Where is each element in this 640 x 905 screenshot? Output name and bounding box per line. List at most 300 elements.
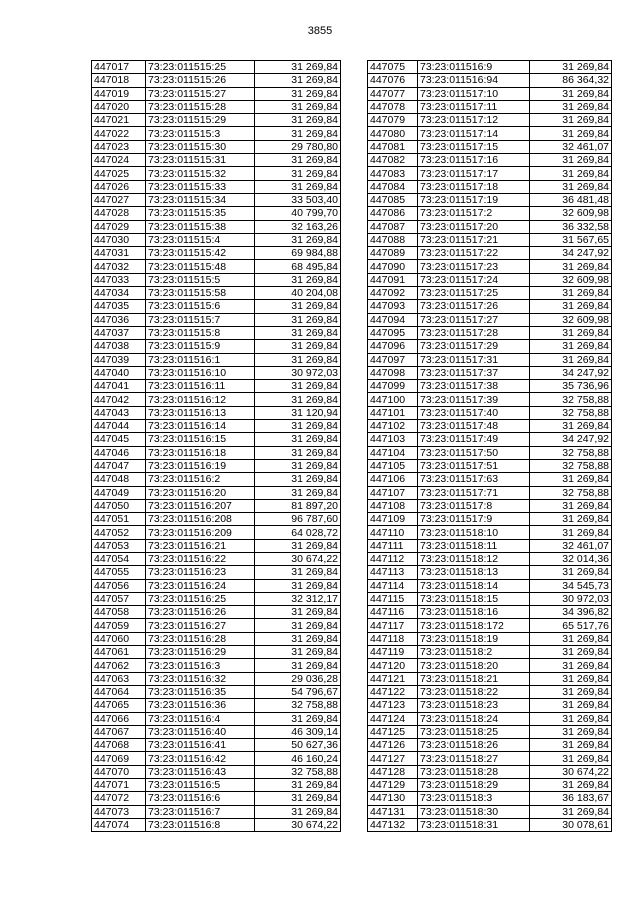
table-row	[92, 193, 341, 206]
table-row	[92, 287, 341, 300]
table-row	[92, 353, 341, 366]
table-row	[92, 725, 341, 738]
table-row	[368, 287, 612, 300]
table-row	[92, 459, 341, 472]
amount: 31 269,84	[255, 420, 341, 433]
cadastral-number: 73:23:011516:18	[146, 446, 255, 459]
table-row	[368, 433, 612, 446]
amount: 32 758,88	[255, 765, 341, 778]
row-number: 447030	[92, 233, 146, 246]
row-number: 447104	[368, 446, 418, 459]
row-number: 447096	[368, 340, 418, 353]
amount: 31 269,84	[530, 180, 612, 193]
amount: 31 269,84	[530, 167, 612, 180]
table-row	[92, 699, 341, 712]
amount: 31 269,84	[255, 380, 341, 393]
row-number: 447046	[92, 446, 146, 459]
row-number: 447025	[92, 167, 146, 180]
row-number: 447082	[368, 154, 418, 167]
cadastral-number: 73:23:011517:16	[418, 154, 530, 167]
amount: 31 269,84	[255, 606, 341, 619]
amount: 64 028,72	[255, 526, 341, 539]
table-row	[368, 74, 612, 87]
row-number: 447119	[368, 646, 418, 659]
row-number: 447084	[368, 180, 418, 193]
table-row	[92, 260, 341, 273]
cadastral-number: 73:23:011516:24	[146, 579, 255, 592]
cadastral-number: 73:23:011516:15	[146, 433, 255, 446]
row-number: 447024	[92, 154, 146, 167]
row-number: 447067	[92, 725, 146, 738]
table-row	[368, 100, 612, 113]
row-number: 447063	[92, 672, 146, 685]
row-number: 447125	[368, 725, 418, 738]
table-row	[92, 606, 341, 619]
row-number: 447093	[368, 300, 418, 313]
cadastral-number: 73:23:011516:208	[146, 513, 255, 526]
amount: 31 269,84	[530, 154, 612, 167]
row-number: 447022	[92, 127, 146, 140]
table-row	[92, 380, 341, 393]
amount: 31 269,84	[255, 632, 341, 645]
table-row	[368, 61, 612, 74]
cadastral-number: 73:23:011518:25	[418, 725, 530, 738]
row-number: 447078	[368, 100, 418, 113]
row-number: 447056	[92, 579, 146, 592]
amount: 31 269,84	[255, 446, 341, 459]
table-row	[368, 180, 612, 193]
amount: 31 269,84	[530, 114, 612, 127]
table-row	[368, 313, 612, 326]
amount: 31 269,84	[255, 233, 341, 246]
row-number: 447108	[368, 499, 418, 512]
row-number: 447110	[368, 526, 418, 539]
amount: 31 269,84	[255, 74, 341, 87]
table-row	[368, 207, 612, 220]
table-row	[368, 539, 612, 552]
row-number: 447042	[92, 393, 146, 406]
table-row	[92, 473, 341, 486]
amount: 32 609,98	[530, 207, 612, 220]
amount: 30 078,61	[530, 818, 612, 831]
cadastral-number: 73:23:011516:209	[146, 526, 255, 539]
amount: 31 269,84	[530, 326, 612, 339]
amount: 31 269,84	[255, 300, 341, 313]
row-number: 447097	[368, 353, 418, 366]
row-number: 447055	[92, 566, 146, 579]
table-row	[368, 380, 612, 393]
amount: 31 269,84	[255, 646, 341, 659]
row-number: 447122	[368, 685, 418, 698]
amount: 81 897,20	[255, 499, 341, 512]
row-number: 447132	[368, 818, 418, 831]
amount: 36 481,48	[530, 193, 612, 206]
table-row	[368, 526, 612, 539]
row-number: 447027	[92, 193, 146, 206]
table-row	[368, 552, 612, 565]
table-row	[368, 739, 612, 752]
table-row	[92, 180, 341, 193]
table-row	[92, 646, 341, 659]
table-row	[368, 366, 612, 379]
table-row	[92, 233, 341, 246]
row-number: 447072	[92, 792, 146, 805]
amount: 69 984,88	[255, 247, 341, 260]
table-row	[92, 420, 341, 433]
row-number: 447038	[92, 340, 146, 353]
table-row	[92, 566, 341, 579]
row-number: 447128	[368, 765, 418, 778]
cadastral-number: 73:23:011516:11	[146, 380, 255, 393]
row-number: 447083	[368, 167, 418, 180]
amount: 31 269,84	[255, 340, 341, 353]
cadastral-number: 73:23:011515:34	[146, 193, 255, 206]
row-number: 447019	[92, 87, 146, 100]
cadastral-number: 73:23:011516:25	[146, 592, 255, 605]
amount: 31 269,84	[255, 180, 341, 193]
row-number: 447114	[368, 579, 418, 592]
amount: 31 269,84	[255, 326, 341, 339]
table-row	[92, 127, 341, 140]
cadastral-number: 73:23:011517:26	[418, 300, 530, 313]
cadastral-number: 73:23:011516:3	[146, 659, 255, 672]
row-number: 447103	[368, 433, 418, 446]
cadastral-number: 73:23:011518:15	[418, 592, 530, 605]
row-number: 447099	[368, 380, 418, 393]
cadastral-number: 73:23:011516:41	[146, 739, 255, 752]
table-row	[368, 805, 612, 818]
row-number: 447131	[368, 805, 418, 818]
amount: 29 780,80	[255, 140, 341, 153]
table-row	[92, 499, 341, 512]
amount: 31 269,84	[530, 473, 612, 486]
table-row	[368, 619, 612, 632]
cadastral-number: 73:23:011515:29	[146, 114, 255, 127]
row-number: 447080	[368, 127, 418, 140]
table-row	[92, 579, 341, 592]
amount: 31 269,84	[255, 566, 341, 579]
amount: 31 269,84	[255, 792, 341, 805]
table-row	[368, 606, 612, 619]
row-number: 447094	[368, 313, 418, 326]
cadastral-number: 73:23:011518:28	[418, 765, 530, 778]
table-row	[92, 366, 341, 379]
row-number: 447071	[92, 779, 146, 792]
table-row	[368, 340, 612, 353]
amount: 31 269,84	[530, 659, 612, 672]
cadastral-number: 73:23:011515:6	[146, 300, 255, 313]
cadastral-number: 73:23:011517:2	[418, 207, 530, 220]
amount: 31 269,84	[255, 619, 341, 632]
table-row	[92, 247, 341, 260]
amount: 31 269,84	[530, 566, 612, 579]
table-row	[92, 685, 341, 698]
table-row	[368, 220, 612, 233]
cadastral-number: 73:23:011517:17	[418, 167, 530, 180]
table-row	[368, 592, 612, 605]
table-row	[92, 765, 341, 778]
amount: 31 269,84	[530, 61, 612, 74]
cadastral-number: 73:23:011516:26	[146, 606, 255, 619]
row-number: 447041	[92, 380, 146, 393]
cadastral-number: 73:23:011516:23	[146, 566, 255, 579]
amount: 31 269,84	[255, 87, 341, 100]
cadastral-number: 73:23:011516:207	[146, 499, 255, 512]
row-number: 447075	[368, 61, 418, 74]
cadastral-number: 73:23:011517:37	[418, 366, 530, 379]
cadastral-number: 73:23:011517:9	[418, 513, 530, 526]
row-number: 447089	[368, 247, 418, 260]
table-row	[92, 167, 341, 180]
amount: 68 495,84	[255, 260, 341, 273]
cadastral-number: 73:23:011516:14	[146, 420, 255, 433]
amount: 31 269,84	[255, 659, 341, 672]
amount: 31 269,84	[530, 712, 612, 725]
cadastral-number: 73:23:011516:28	[146, 632, 255, 645]
table-row	[92, 513, 341, 526]
cadastral-number: 73:23:011516:13	[146, 406, 255, 419]
row-number: 447111	[368, 539, 418, 552]
amount: 31 269,84	[255, 433, 341, 446]
table-row	[368, 127, 612, 140]
cadastral-number: 73:23:011515:25	[146, 61, 255, 74]
amount: 31 269,84	[530, 300, 612, 313]
row-number: 447088	[368, 233, 418, 246]
row-number: 447112	[368, 552, 418, 565]
table-row	[92, 672, 341, 685]
row-number: 447054	[92, 552, 146, 565]
table-row	[368, 300, 612, 313]
row-number: 447081	[368, 140, 418, 153]
table-row	[368, 167, 612, 180]
amount: 31 269,84	[255, 100, 341, 113]
amount: 34 247,92	[530, 366, 612, 379]
row-number: 447047	[92, 459, 146, 472]
cadastral-number: 73:23:011517:20	[418, 220, 530, 233]
table-row	[92, 752, 341, 765]
cadastral-number: 73:23:011517:12	[418, 114, 530, 127]
amount: 32 758,88	[530, 446, 612, 459]
row-number: 447036	[92, 313, 146, 326]
cadastral-number: 73:23:011515:28	[146, 100, 255, 113]
register-table-right	[367, 60, 612, 832]
table-row	[368, 486, 612, 499]
cadastral-number: 73:23:011517:27	[418, 313, 530, 326]
cadastral-number: 73:23:011516:20	[146, 486, 255, 499]
cadastral-number: 73:23:011516:10	[146, 366, 255, 379]
row-number: 447021	[92, 114, 146, 127]
amount: 31 269,84	[530, 672, 612, 685]
table-row	[92, 313, 341, 326]
cadastral-number: 73:23:011518:20	[418, 659, 530, 672]
cadastral-number: 73:23:011517:40	[418, 406, 530, 419]
table-row	[92, 406, 341, 419]
row-number: 447126	[368, 739, 418, 752]
row-number: 447102	[368, 420, 418, 433]
cadastral-number: 73:23:011518:27	[418, 752, 530, 765]
amount: 31 269,84	[530, 739, 612, 752]
row-number: 447069	[92, 752, 146, 765]
amount: 32 014,36	[530, 552, 612, 565]
cadastral-number: 73:23:011515:48	[146, 260, 255, 273]
cadastral-number: 73:23:011518:24	[418, 712, 530, 725]
row-number: 447049	[92, 486, 146, 499]
cadastral-number: 73:23:011516:19	[146, 459, 255, 472]
row-number: 447086	[368, 207, 418, 220]
amount: 32 461,07	[530, 140, 612, 153]
amount: 50 627,36	[255, 739, 341, 752]
cadastral-number: 73:23:011517:14	[418, 127, 530, 140]
row-number: 447121	[368, 672, 418, 685]
table-row	[92, 818, 341, 831]
table-row	[92, 154, 341, 167]
table-row	[92, 326, 341, 339]
amount: 31 269,84	[255, 154, 341, 167]
cadastral-number: 73:23:011518:30	[418, 805, 530, 818]
table-row	[92, 805, 341, 818]
cadastral-number: 73:23:011517:50	[418, 446, 530, 459]
cadastral-number: 73:23:011515:35	[146, 207, 255, 220]
row-number: 447100	[368, 393, 418, 406]
row-number: 447058	[92, 606, 146, 619]
cadastral-number: 73:23:011517:25	[418, 287, 530, 300]
table-row	[368, 420, 612, 433]
table-row	[368, 685, 612, 698]
cadastral-number: 73:23:011515:4	[146, 233, 255, 246]
table-row	[92, 273, 341, 286]
amount: 31 269,84	[530, 100, 612, 113]
row-number: 447118	[368, 632, 418, 645]
table-row	[368, 247, 612, 260]
amount: 34 247,92	[530, 433, 612, 446]
amount: 31 269,84	[255, 114, 341, 127]
cadastral-number: 73:23:011517:21	[418, 233, 530, 246]
row-number: 447040	[92, 366, 146, 379]
table-row	[368, 579, 612, 592]
table-row	[368, 406, 612, 419]
row-number: 447039	[92, 353, 146, 366]
cadastral-number: 73:23:011518:12	[418, 552, 530, 565]
row-number: 447074	[92, 818, 146, 831]
cadastral-number: 73:23:011516:35	[146, 685, 255, 698]
amount: 30 674,22	[255, 552, 341, 565]
row-number: 447105	[368, 459, 418, 472]
cadastral-number: 73:23:011518:172	[418, 619, 530, 632]
table-row	[92, 207, 341, 220]
cadastral-number: 73:23:011518:29	[418, 779, 530, 792]
amount: 46 309,14	[255, 725, 341, 738]
table-row	[368, 393, 612, 406]
amount: 35 736,96	[530, 380, 612, 393]
table-row	[92, 659, 341, 672]
row-number: 447087	[368, 220, 418, 233]
amount: 32 461,07	[530, 539, 612, 552]
cadastral-number: 73:23:011517:28	[418, 326, 530, 339]
amount: 30 972,03	[255, 366, 341, 379]
cadastral-number: 73:23:011517:11	[418, 100, 530, 113]
row-number: 447053	[92, 539, 146, 552]
amount: 31 269,84	[530, 513, 612, 526]
table-row	[368, 792, 612, 805]
amount: 31 269,84	[255, 473, 341, 486]
row-number: 447090	[368, 260, 418, 273]
row-number: 447116	[368, 606, 418, 619]
table-row	[368, 659, 612, 672]
amount: 36 183,67	[530, 792, 612, 805]
table-row	[368, 566, 612, 579]
cadastral-number: 73:23:011515:3	[146, 127, 255, 140]
row-number: 447109	[368, 513, 418, 526]
cadastral-number: 73:23:011516:5	[146, 779, 255, 792]
row-number: 447079	[368, 114, 418, 127]
amount: 31 269,84	[530, 725, 612, 738]
amount: 32 758,88	[530, 459, 612, 472]
table-row	[92, 433, 341, 446]
table-row	[92, 61, 341, 74]
cadastral-number: 73:23:011518:23	[418, 699, 530, 712]
row-number: 447065	[92, 699, 146, 712]
amount: 86 364,32	[530, 74, 612, 87]
amount: 33 503,40	[255, 193, 341, 206]
amount: 31 269,84	[255, 393, 341, 406]
amount: 31 269,84	[530, 779, 612, 792]
cadastral-number: 73:23:011516:7	[146, 805, 255, 818]
amount: 31 269,84	[530, 699, 612, 712]
amount: 40 799,70	[255, 207, 341, 220]
row-number: 447035	[92, 300, 146, 313]
row-number: 447095	[368, 326, 418, 339]
cadastral-number: 73:23:011517:10	[418, 87, 530, 100]
cadastral-number: 73:23:011517:48	[418, 420, 530, 433]
table-row	[92, 486, 341, 499]
table-row	[368, 725, 612, 738]
row-number: 447066	[92, 712, 146, 725]
row-number: 447059	[92, 619, 146, 632]
table-row	[368, 260, 612, 273]
cadastral-number: 73:23:011518:11	[418, 539, 530, 552]
cadastral-number: 73:23:011516:4	[146, 712, 255, 725]
amount: 96 787,60	[255, 513, 341, 526]
row-number: 447018	[92, 74, 146, 87]
amount: 30 674,22	[255, 818, 341, 831]
table-row	[92, 592, 341, 605]
row-number: 447037	[92, 326, 146, 339]
table-row	[368, 473, 612, 486]
cadastral-number: 73:23:011515:9	[146, 340, 255, 353]
amount: 31 269,84	[255, 539, 341, 552]
cadastral-number: 73:23:011516:1	[146, 353, 255, 366]
table-row	[368, 446, 612, 459]
row-number: 447127	[368, 752, 418, 765]
cadastral-number: 73:23:011517:19	[418, 193, 530, 206]
amount: 32 163,26	[255, 220, 341, 233]
row-number: 447052	[92, 526, 146, 539]
table-row	[92, 739, 341, 752]
table-row	[92, 114, 341, 127]
cadastral-number: 73:23:011516:32	[146, 672, 255, 685]
amount: 32 312,17	[255, 592, 341, 605]
amount: 31 269,84	[530, 752, 612, 765]
amount: 31 269,84	[255, 486, 341, 499]
table-row	[92, 393, 341, 406]
row-number: 447068	[92, 739, 146, 752]
cadastral-number: 73:23:011515:27	[146, 87, 255, 100]
amount: 31 120,94	[255, 406, 341, 419]
table-row	[92, 619, 341, 632]
row-number: 447031	[92, 247, 146, 260]
row-number: 447077	[368, 87, 418, 100]
cadastral-number: 73:23:011516:94	[418, 74, 530, 87]
